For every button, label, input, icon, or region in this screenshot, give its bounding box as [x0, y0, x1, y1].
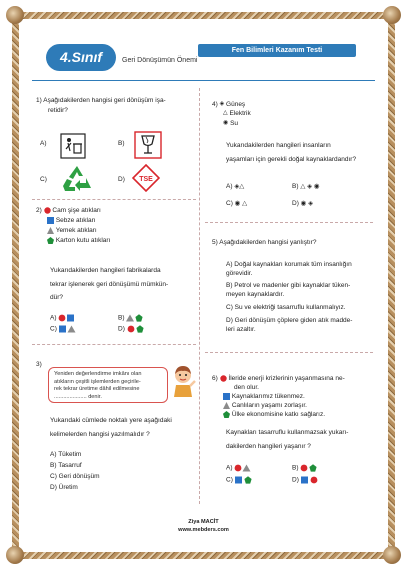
list-item: İleride enerji krizlerinin yaşanmasına ne- [228, 375, 345, 382]
blue-square-icon [223, 393, 230, 400]
grade-badge: 4.Sınıf [46, 44, 116, 71]
q6-option-a[interactable]: A) [226, 464, 251, 472]
question-4 [212, 100, 372, 128]
rope-border-left [12, 14, 19, 557]
target-circle-icon: ◉ [223, 119, 229, 126]
red-circle-green-pentagon-icons [300, 464, 317, 472]
triangle-icon: △ [223, 110, 228, 117]
column-divider [199, 88, 200, 504]
question-4-text: Yukarıdakilerden hangileri insanların yaşamları için gerekli doğal kaynaklardandır? [226, 142, 357, 163]
list-item: Sebze atıkları [55, 217, 96, 225]
list-item: Yemek atıkları [55, 227, 97, 235]
tse-stamp-text: TSE [139, 176, 153, 183]
question-6 [212, 374, 376, 419]
q2-option-c[interactable]: C) [50, 325, 76, 333]
rope-knot-bottom-left [6, 546, 24, 564]
q4-option-a[interactable]: A) ◈△ [226, 183, 245, 190]
green-pentagon-icon [47, 237, 54, 244]
rope-border-top [14, 12, 393, 19]
footer-author: Ziya MACİT [188, 519, 219, 525]
question-number: 2) [36, 207, 42, 214]
tse-stamp-icon [132, 164, 160, 192]
q6-option-d[interactable]: D) [292, 476, 318, 484]
q1-option-c[interactable]: C) [40, 176, 47, 183]
child-character-icon [170, 364, 196, 398]
q5-option-a[interactable]: A) Doğal kaynakları korumak tüm insanlığın görevidir. [226, 261, 352, 278]
rope-knot-bottom-right [383, 546, 401, 564]
q4-option-d[interactable]: D) ◉ ◈ [292, 200, 314, 207]
question-5 [212, 238, 372, 248]
rope-border-right [388, 14, 395, 557]
q5-option-b[interactable]: B) Petrol ve madenler gibi kaynaklar tüken- meyen kaynaklardır. [226, 282, 351, 299]
sun-diamond-icon: ◈ [219, 101, 225, 107]
list-item: Kaynaklarımız tükenmez. [231, 393, 305, 401]
question-number: 5) [212, 239, 218, 246]
red-circle-gray-triangle-icons [234, 464, 251, 472]
q3-option-b[interactable]: B) Tasarruf [50, 462, 82, 469]
q3-option-a[interactable]: A) Tüketim [50, 451, 82, 458]
q4-option-c[interactable]: C) ◉ △ [226, 200, 248, 207]
gray-triangle-icon [47, 227, 54, 234]
q2-option-a[interactable]: A) [50, 314, 74, 322]
recycle-icon [62, 164, 92, 192]
list-item: Cam şişe atıkları [52, 207, 101, 214]
q1-option-d[interactable]: D) [118, 176, 125, 183]
list-item: Su [230, 120, 239, 128]
question-1 [36, 96, 196, 116]
question-2 [36, 206, 196, 246]
question-text-cont: retidir? [48, 107, 68, 115]
blue-square-icon [47, 217, 54, 224]
question-text: Aşağıdakilerden hangisi geri dönüşüm işa- [43, 97, 166, 104]
q3-option-d[interactable]: D) Üretim [50, 484, 78, 491]
triangle-diamond-target-icons: △ ◈ ◉ [300, 183, 320, 190]
list-item-cont: den olur. [234, 384, 259, 392]
list-item: Karton kutu atıkları [55, 237, 111, 245]
green-pentagon-icon [223, 411, 230, 418]
footer-site[interactable]: www.mebders.com [178, 527, 229, 533]
blue-square-icon [59, 325, 76, 333]
q2-option-b[interactable]: B) [118, 314, 143, 322]
question-6-text: Kaynakları tasarruflu kullanmazsak yukarı- dakilerden hangileri yaşanır ? [226, 429, 349, 450]
q5-option-d[interactable]: D) Geri dönüşüm çöplere giden atık madde- leri azaltır. [226, 317, 353, 334]
q2-option-d[interactable]: D) [118, 325, 144, 333]
question-3-text: Yukarıdaki cümlede noktalı yere aşağıdaki kelimelerden hangisi yazılmalıdır ? [50, 417, 172, 438]
diamond-triangle-icons: ◈△ [234, 183, 245, 190]
target-triangle-icons: ◉ △ [234, 200, 248, 207]
question-number: 4) [212, 101, 218, 109]
q6-option-b[interactable]: B) [292, 464, 317, 472]
target-diamond-icons: ◉ ◈ [300, 200, 314, 207]
list-item: Ülke ekonomisine katkı sağlarız. [231, 411, 326, 419]
rope-knot-top-right [383, 6, 401, 24]
question-divider [32, 199, 196, 200]
q6-option-c[interactable]: C) [226, 476, 252, 484]
list-item: Elektrik [229, 110, 251, 118]
question-divider [205, 222, 373, 223]
trash-bin-icon [60, 133, 86, 159]
q3-option-c[interactable]: C) Geri dönüşüm [50, 473, 100, 480]
q1-option-b[interactable]: B) [118, 140, 125, 147]
q4-option-b[interactable]: B) △ ◈ ◉ [292, 183, 320, 190]
question-text: Aşağıdakilerden hangisi yanlıştır? [219, 239, 317, 246]
rope-knot-top-left [6, 6, 24, 24]
red-circle-icon [58, 314, 74, 322]
question-2-text: Yukarıdakilerden hangileri fabrikalarda tekrar işlenerek geri dönüşümü mümkün- dür? [50, 267, 169, 302]
blue-square-red-circle-icons [301, 476, 318, 484]
test-banner: Fen Bilimleri Kazanım Testi [198, 44, 356, 57]
red-circle-icon [220, 375, 227, 382]
gray-triangle-icon [223, 402, 230, 409]
question-divider [32, 344, 196, 345]
rope-border-bottom [14, 552, 393, 559]
blue-square-green-pentagon-icons [235, 476, 252, 484]
topic-title: Geri Dönüşümün Önemi [122, 57, 198, 64]
red-circle-icon [127, 325, 144, 333]
definition-callout: Yeniden değerlendirme imkânı olan atıkların çeşitli işlemlerden geçirile- rek tekrar üretime dâhil edilmesine ..................... denir. [48, 367, 168, 403]
header-rule [32, 80, 375, 81]
question-divider [205, 352, 373, 353]
fragile-glass-icon [134, 131, 162, 159]
question-number: 6) [212, 375, 218, 382]
red-circle-icon [44, 207, 51, 214]
list-item: Canlıların yaşamı zorlaşır. [231, 402, 307, 410]
q5-option-c[interactable]: C) Su ve elektriği tasarruflu kullanmalıyız. [226, 304, 346, 311]
q1-option-a[interactable]: A) [40, 140, 47, 147]
list-item: Güneş [226, 101, 246, 109]
question-3-number: 3) [36, 361, 42, 368]
question-number: 1) [36, 97, 42, 104]
gray-triangle-icon [126, 314, 143, 322]
